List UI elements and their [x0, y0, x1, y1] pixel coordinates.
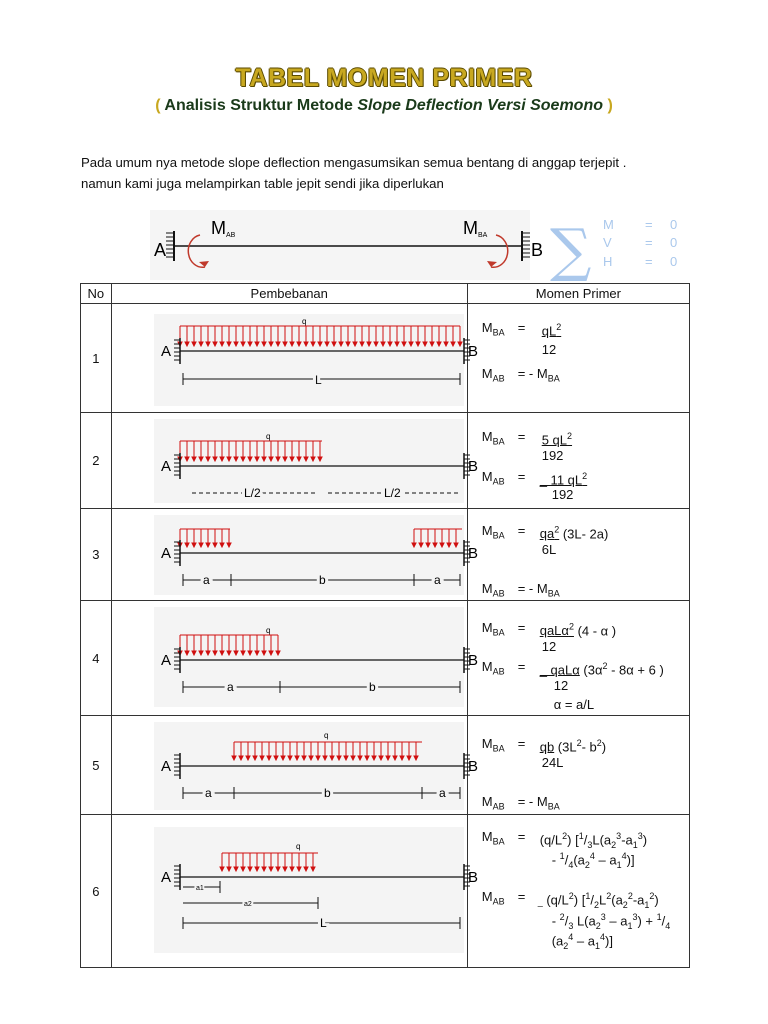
svg-text:0: 0 — [670, 217, 678, 232]
row-no: 6 — [81, 815, 112, 968]
svg-text:A: A — [160, 343, 171, 360]
intro-line-2: namun kami juga melampirkan table jepit sendi jika diperlukan — [81, 176, 444, 191]
table-row — [81, 815, 690, 968]
load-diagram-2 — [112, 413, 478, 508]
svg-text:A: A — [160, 869, 171, 886]
header-beam-diagram — [0, 205, 768, 285]
page-title: TABEL MOMEN PRIMER — [235, 64, 533, 92]
svg-text:a: a — [438, 786, 446, 800]
table-row — [81, 716, 690, 815]
svg-text:B: B — [467, 652, 478, 669]
svg-text:L: L — [314, 373, 322, 387]
label-mab: MAB — [211, 218, 236, 239]
header-momen-primer: Momen Primer — [467, 284, 689, 304]
row-no: 2 — [81, 413, 112, 509]
svg-text:=: = — [645, 217, 653, 232]
svg-text:b: b — [368, 680, 376, 694]
svg-text:A: A — [160, 545, 171, 562]
svg-text:q: q — [265, 432, 271, 441]
svg-text:A: A — [160, 758, 171, 775]
svg-text:A: A — [160, 652, 171, 669]
support-a-hatch — [166, 233, 174, 257]
svg-text:b: b — [323, 786, 331, 800]
svg-text:B: B — [467, 545, 478, 562]
svg-text:q: q — [295, 842, 301, 851]
load-diagram-1 — [112, 304, 478, 412]
svg-text:B: B — [467, 343, 478, 360]
svg-text:0: 0 — [670, 235, 678, 250]
svg-text:B: B — [467, 758, 478, 775]
moment-cell-5: $M_{BA}$ = qb ($3L^2-$ $b^2$) 24L $M_{AB}$ = - $M_{BA}$ — [467, 716, 689, 815]
sigma-icon: ∑ — [550, 216, 592, 284]
svg-text:q: q — [265, 626, 271, 635]
svg-text:b: b — [318, 573, 326, 587]
load-case-6 — [111, 815, 478, 968]
label-a: A — [154, 240, 167, 260]
intro-text — [81, 152, 721, 194]
svg-text:M: M — [603, 217, 614, 232]
svg-text:a: a — [202, 573, 210, 587]
svg-text:L: L — [319, 916, 327, 930]
load-diagram-5 — [112, 716, 478, 814]
load-diagram-3 — [112, 509, 478, 600]
svg-text:L/2: L/2 — [243, 486, 261, 500]
row-no: 3 — [81, 509, 112, 601]
svg-text:a2: a2 — [243, 901, 252, 908]
row-no: 1 — [81, 304, 112, 413]
equilibrium-list — [603, 217, 677, 269]
table-row — [81, 601, 690, 716]
svg-text:B: B — [467, 458, 478, 475]
open-paren: ( — [155, 97, 161, 114]
moment-cell-4: $M_{BA}$ = qaLα$^2$ (4 - α ) 12 $M_{AB}$ = _ qaLα ($3\alpha^2 - 8\alpha + 6$ ) 12 α = a/L — [467, 601, 689, 716]
svg-text:L/2: L/2 — [383, 486, 401, 500]
load-case-3 — [111, 509, 478, 601]
svg-text:a1: a1 — [195, 885, 204, 892]
label-mba: MBA — [463, 218, 488, 239]
intro-line-1: Pada umum nya metode slope deflection mengasumsikan semua bentang di anggap terjepit . — [81, 155, 627, 170]
load-case-1 — [111, 304, 478, 413]
moment-table — [80, 283, 690, 968]
load-case-5 — [111, 716, 478, 815]
svg-text:a: a — [204, 786, 212, 800]
table-row — [81, 304, 690, 413]
subtitle-italic: Slope Deflection Versi Soemono — [357, 97, 603, 114]
moment-cell-1: $M_{BA}$ = $qL^2$ 12 $M_{AB}$ = - $M_{BA}$ — [467, 304, 689, 413]
svg-text:a: a — [433, 573, 441, 587]
svg-text:A: A — [160, 458, 171, 475]
table-row — [81, 413, 690, 509]
label-b: B — [531, 240, 544, 260]
load-case-4 — [111, 601, 478, 716]
support-b-hatch — [522, 233, 530, 257]
header-no: No — [81, 284, 112, 304]
load-diagram-6 — [112, 815, 478, 967]
row-no: 4 — [81, 601, 112, 716]
page-subtitle — [0, 97, 768, 115]
svg-text:q: q — [323, 731, 329, 740]
load-case-2 — [111, 413, 478, 509]
close-paren: ) — [603, 97, 613, 114]
header-pembebanan: Pembebanan — [111, 284, 467, 304]
row-no: 5 — [81, 716, 112, 815]
svg-text:0: 0 — [670, 254, 678, 269]
table-header-row — [81, 284, 690, 304]
svg-text:a: a — [226, 680, 234, 694]
load-diagram-4 — [112, 601, 478, 715]
svg-text:=: = — [645, 235, 653, 250]
svg-text:B: B — [467, 869, 478, 886]
moment-cell-2: $M_{BA}$ = 5 $qL^2$ 192 $M_{AB}$ = _ 11 $qL^2$ 192 — [467, 413, 689, 509]
subtitle-plain: Analisis Struktur Metode — [160, 97, 358, 114]
svg-text:=: = — [645, 254, 653, 269]
svg-text:V: V — [603, 235, 612, 250]
svg-text:q: q — [301, 317, 307, 326]
moment-cell-3: $M_{BA}$ = $qa^2$ (3L- 2a) 6L $M_{AB}$ = - $M_{BA}$ — [467, 509, 689, 601]
moment-cell-6: $M_{BA}$ = $(q/L^2)$ [$^1/_3L(a_2^3-a_1^3)$ - $^1/_4(a_2^4 - a_1^4)$] $M_{AB}$ = _ $(q/L^2)$ [$^1/_2L^2(a_2^2-a_1^2)$ - $^2/_3$ $L(a_2^3 - a_1^3) + ^1/_4$ $(a_2^4 - a_1^4)$] — [467, 815, 689, 968]
table-row — [81, 509, 690, 601]
svg-text:H: H — [603, 254, 613, 269]
